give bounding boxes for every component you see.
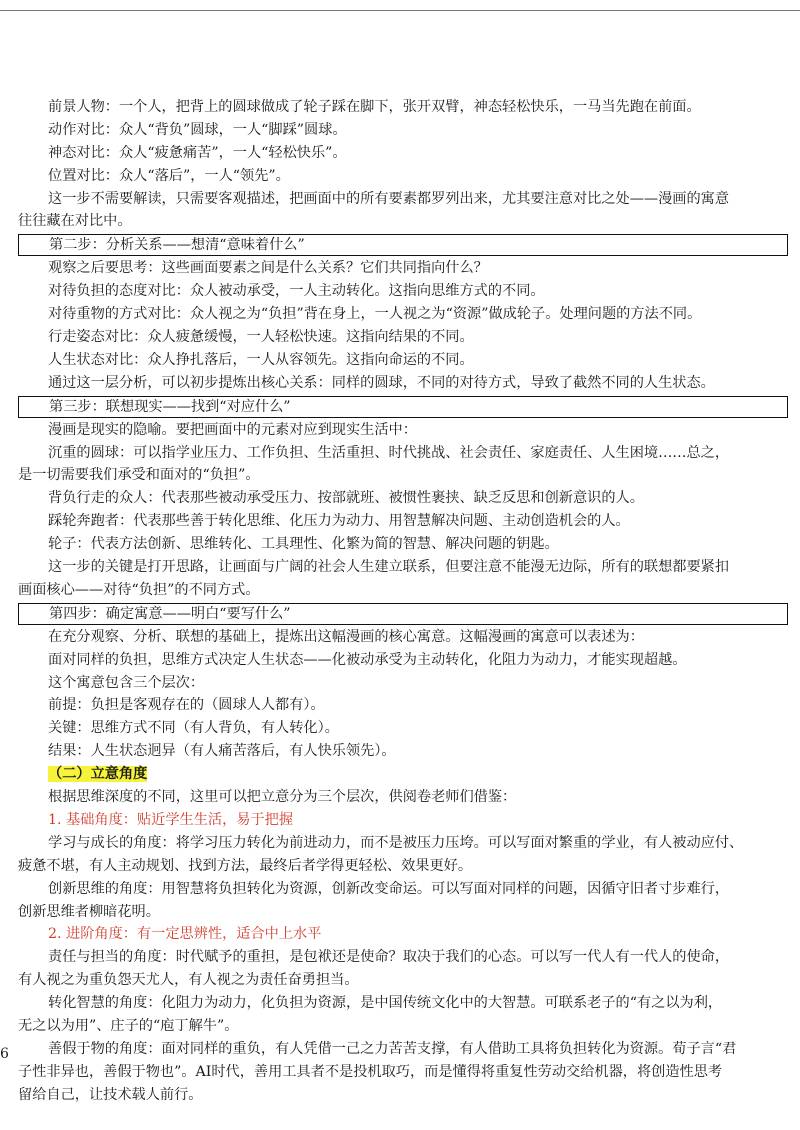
- paragraph-line: 留给自己，让技术载人前行。: [18, 1086, 203, 1103]
- paragraph-line: 这个寓意包含三个层次：: [48, 674, 205, 691]
- paragraph-line: 有人视之为重负怨天尤人，有人视之为责任奋勇担当。: [18, 972, 359, 989]
- paragraph-line: 子性非异也，善假于物也”。AI时代，善用工具者不是投机取巧，而是懂得将重复性劳动交给机器，将创造性思考: [18, 1063, 723, 1080]
- paragraph-line: 行走姿态对比：众人疲惫缓慢，一人轻松快速。这指向结果的不同。: [48, 329, 474, 346]
- paragraph-line: 结果：人生状态迥异（有人痛苦落后，有人快乐领先）。: [48, 743, 396, 760]
- step-heading-box: 第四步：确定寓意——明白“要写什么”: [18, 603, 788, 625]
- paragraph-line: 神态对比：众人“疲惫痛苦”，一人“轻松快乐”。: [48, 144, 347, 161]
- paragraph-line: 踩轮奔跑者：代表那些善于转化思维、化压力为动力、用智慧解决问题、主动创造机会的人。: [48, 513, 630, 530]
- paragraph-line: 善假于物的角度：面对同样的重负，有人凭借一己之力苦苦支撑，有人借助工具将负担转化为资源。荀子言“君: [48, 1040, 737, 1057]
- paragraph-line: 是一切需要我们承受和面对的“负担”。: [18, 467, 260, 484]
- paragraph-line: 观察之后要思考：这些画面要素之间是什么关系？它们共同指向什么？: [48, 260, 488, 277]
- level-heading: 1. 基础角度：贴近学生生活，易于把握: [48, 811, 294, 828]
- paragraph-line: 创新思维者柳暗花明。: [18, 903, 160, 920]
- paragraph-line: 往往藏在对比中。: [18, 213, 132, 230]
- paragraph-line: 人生状态对比：众人挣扎落后，一人从容领先。这指向命运的不同。: [48, 351, 474, 368]
- paragraph-line: 动作对比：众人“背负”圆球，一人“脚踩”圆球。: [48, 121, 347, 138]
- paragraph-line: 转化智慧的角度：化阻力为动力，化负担为资源，是中国传统文化中的大智慧。可联系老子的“有之以为利，: [48, 995, 723, 1012]
- document-body: [18, 96, 788, 1107]
- step-heading-box: 第二步：分析关系——想清“意味着什么”: [18, 234, 788, 256]
- paragraph-line: 责任与担当的角度：时代赋予的重担，是包袱还是使命？取决于我们的心态。可以写一代人有一代人的使命，: [48, 949, 730, 966]
- paragraph-line: 前景人物：一个人，把背上的圆球做成了轮子踩在脚下，张开双臂，神态轻松快乐，一马当先跑在前面。: [48, 99, 701, 115]
- top-rule: [0, 10, 800, 11]
- paragraph-line: 面对同样的负担，思维方式决定人生状态——化被动承受为主动转化，化阻力为动力，才能实现超越。: [48, 651, 687, 668]
- paragraph-line: 通过这一层分析，可以初步提炼出核心关系：同样的圆球，不同的对待方式，导致了截然不同的人生状态。: [48, 374, 715, 391]
- paragraph-line: 对待重物的方式对比：众人视之为“负担”背在身上，一人视之为“资源”做成轮子。处理问题的方法不同。: [48, 306, 702, 323]
- step-heading-box: 第三步：联想现实——找到“对应什么”: [18, 396, 788, 418]
- paragraph-line: 学习与成长的角度：将学习压力转化为前进动力，而不是被压力压垮。可以写面对繁重的学业，有人被动应付、: [48, 834, 744, 851]
- paragraph-line: 漫画是现实的隐喻。要把画面中的元素对应到现实生活中：: [48, 421, 417, 438]
- paragraph-line: 对待负担的态度对比：众人被动承受，一人主动转化。这指向思维方式的不同。: [48, 283, 545, 300]
- paragraph-line: 关键：思维方式不同（有人背负，有人转化）。: [48, 720, 339, 737]
- paragraph-line: 在充分观察、分析、联想的基础上，提炼出这幅漫画的核心寓意。这幅漫画的寓意可以表述为：: [48, 628, 644, 645]
- paragraph-line: 前提：负担是客观存在的（圆球人人都有）。: [48, 697, 325, 714]
- paragraph-line: 轮子：代表方法创新、思维转化、工具理性、化繁为简的智慧、解决问题的钥匙。: [48, 536, 559, 553]
- paragraph-line: 这一步的关键是打开思路，让画面与广阔的社会人生建立联系，但要注意不能漫无边际，所有的联想都要紧扣: [48, 559, 730, 576]
- paragraph-line: 无之以为用”、庄子的“庖丁解牛”。: [18, 1017, 239, 1034]
- paragraph-line: 位置对比：众人“落后”，一人“领先”。: [48, 167, 290, 184]
- section-heading-highlight: （二）立意角度: [48, 766, 148, 783]
- paragraph-line: 沉重的圆球：可以指学业压力、工作负担、生活重担、时代挑战、社会责任、家庭责任、人生困境……总之，: [48, 444, 730, 461]
- paragraph-line: 画面核心——对待“负担”的不同方式。: [18, 581, 260, 598]
- paragraph-line: 这一步不需要解读，只需要客观描述，把画面中的所有要素都罗列出来，尤其要注意对比之处——漫画的寓意: [48, 190, 730, 207]
- paragraph-line: 背负行走的众人：代表那些被动承受压力、按部就班、被惯性裹挟、缺乏反思和创新意识的人。: [48, 490, 644, 507]
- section-intro: 根据思维深度的不同，这里可以把立意分为三个层次，供阅卷老师们借鉴：: [48, 789, 517, 806]
- page-number: 6: [0, 1046, 9, 1062]
- paragraph-line: 疲惫不堪，有人主动规划、找到方法，最终后者学得更轻松、效果更好。: [18, 857, 473, 874]
- level-heading: 2. 进阶角度：有一定思辨性，适合中上水平: [48, 926, 322, 943]
- section-heading: [18, 763, 788, 786]
- paragraph-line: 创新思维的角度：用智慧将负担转化为资源，创新改变命运。可以写面对同样的问题，因循守旧者寸步难行，: [48, 880, 730, 897]
